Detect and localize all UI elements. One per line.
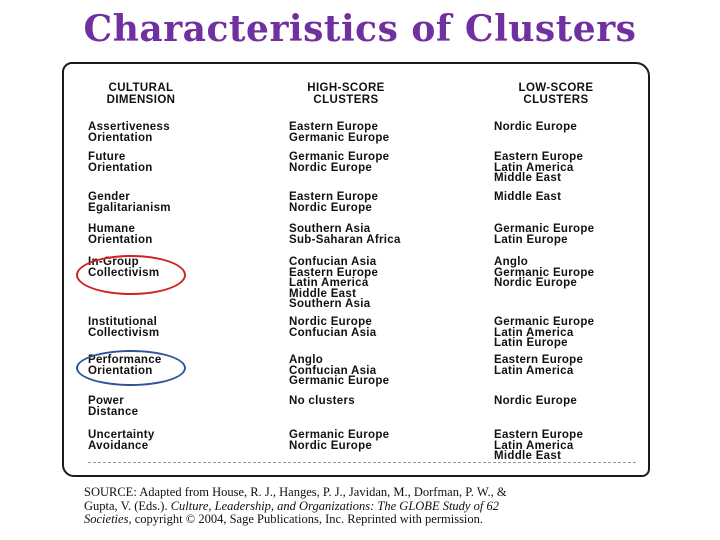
dimension-cell: Humane Orientation: [88, 223, 153, 246]
low-score-cell: Germanic Europe Latin Europe: [494, 223, 595, 246]
high-score-cell: No clusters: [289, 395, 355, 407]
low-score-cell: Eastern Europe Latin America Middle East: [494, 151, 584, 185]
high-score-cell: Germanic Europe Nordic Europe: [289, 151, 390, 174]
dimension-cell: Power Distance: [88, 395, 139, 418]
low-score-cell: Germanic Europe Latin America Latin Europe: [494, 316, 595, 350]
header-cultural-dimension: CULTURAL DIMENSION: [106, 82, 176, 106]
table-bottom-rule: [88, 462, 636, 464]
low-score-cell: Middle East: [494, 191, 562, 203]
dimension-cell: Performance Orientation: [88, 354, 162, 377]
high-score-cell: Anglo Confucian Asia Germanic Europe: [289, 354, 390, 388]
dimension-cell: Gender Egalitarianism: [88, 191, 171, 214]
high-score-cell: Southern Asia Sub-Saharan Africa: [289, 223, 401, 246]
high-score-cell: Germanic Europe Nordic Europe: [289, 429, 390, 452]
performance-highlight-circle: [76, 350, 186, 386]
page-title: Characteristics of Clusters: [83, 8, 637, 50]
low-score-cell: Eastern Europe Latin America Middle East: [494, 429, 584, 463]
high-score-cell: Confucian Asia Eastern Europe Latin America Middle East Southern Asia: [289, 256, 379, 311]
header-high-score-clusters: HIGH-SCORE CLUSTERS: [307, 82, 385, 106]
high-score-cell: Nordic Europe Confucian Asia: [289, 316, 377, 339]
dimension-cell: Future Orientation: [88, 151, 153, 174]
high-score-cell: Eastern Europe Germanic Europe: [289, 121, 390, 144]
low-score-cell: Nordic Europe: [494, 395, 578, 407]
high-score-cell: Eastern Europe Nordic Europe: [289, 191, 379, 214]
header-low-score-clusters: LOW-SCORE CLUSTERS: [518, 82, 594, 106]
dimension-cell: Assertiveness Orientation: [88, 121, 170, 144]
low-score-cell: Nordic Europe: [494, 121, 578, 133]
low-score-cell: Anglo Germanic Europe Nordic Europe: [494, 256, 595, 290]
in-group-highlight-circle: [76, 255, 186, 295]
dimension-cell: Uncertainty Avoidance: [88, 429, 155, 452]
dimension-cell: Institutional Collectivism: [88, 316, 160, 339]
source-citation: SOURCE: Adapted from House, R. J., Hanges, P. J., Javidan, M., Dorfman, P. W., & Gupta, V. (Eds.). Culture, Leadership, and Organizations: The GLOBE Study of 62 Societies, copyright © 2004, Sage Publications, Inc. Reprinted with permission.: [84, 485, 507, 526]
low-score-cell: Eastern Europe Latin America: [494, 354, 584, 377]
dimension-cell: In-Group Collectivism: [88, 256, 160, 279]
